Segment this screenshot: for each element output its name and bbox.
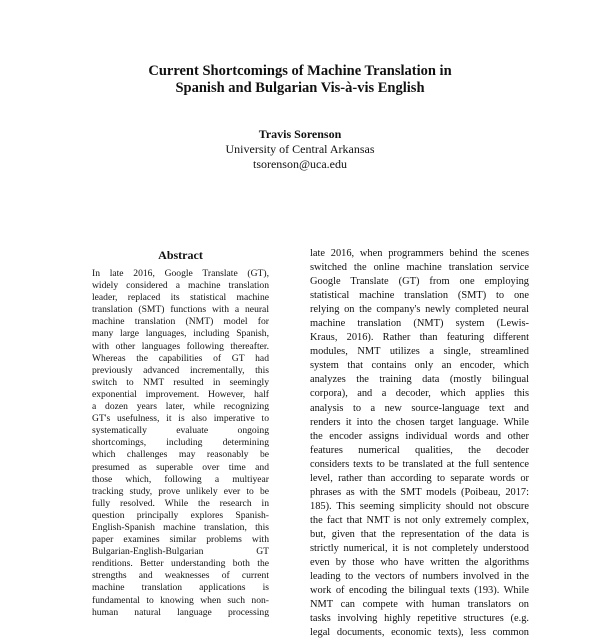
abstract-line: previously advanced incrementally, this	[92, 364, 269, 376]
abstract-line: with other languages following thereafter.	[92, 340, 269, 352]
abstract-line: strengths and weaknesses of current	[92, 570, 269, 582]
paper-title	[80, 63, 520, 97]
body-line: machine translation (NMT) system (Lewis-	[310, 318, 529, 330]
abstract-line: switch to NMT resulted in seemingly	[92, 376, 269, 388]
abstract-line: a dozen years later, while recognizing	[92, 401, 269, 413]
abstract-line: tracking study, prove unlikely ever to be	[92, 485, 269, 497]
abstract-line: In late 2016, Google Translate (GT),	[92, 268, 269, 279]
abstract-line: those which, following a multiyear	[92, 473, 269, 485]
abstract-line: Whereas the capabilities of GT had	[92, 352, 269, 364]
body-line: analyzes the training data (mostly bilingual	[310, 374, 529, 386]
abstract-line: leader, replaced its statistical machine	[92, 292, 269, 304]
body-line: legal documents, economic texts), less common	[310, 627, 529, 639]
body-line: Google Translate (GT) from one employing	[310, 276, 529, 288]
body-line: statistical machine translation (SMT) to one	[310, 290, 529, 302]
abstract-line: GT's usefulness, it is also imperative to	[92, 413, 269, 425]
abstract-line: fundamental to knowing when such non-	[92, 594, 269, 606]
abstract-line: which challenges may reasonably be	[92, 449, 269, 461]
title-line-1: Current Shortcomings of Machine Translation in	[148, 63, 452, 79]
body-line: features numerical qualities, the decoder	[310, 444, 529, 456]
body-line: renders it into the chosen target language. While	[310, 416, 529, 428]
body-line: analysis to a new source-language text and	[310, 402, 529, 414]
abstract-line: widely considered a machine translation	[92, 280, 269, 292]
body-line: leading to the vectors of numbers involved in the	[310, 571, 529, 583]
body-text-column	[310, 247, 529, 640]
body-line: modules, NMT utilizes a single, streamlined	[310, 346, 529, 358]
abstract-line: Bulgarian-English-Bulgarian GT	[92, 546, 269, 558]
body-line: the fact that NMT is not only extremely complex,	[310, 514, 529, 526]
body-line: relying on the company's newly completed neural	[310, 304, 529, 316]
abstract-line: renditions. Better understanding both the	[92, 558, 269, 570]
abstract-line: English-Spanish machine translation, this	[92, 521, 269, 533]
body-line: 185). This seeming simplicity should not obscure	[310, 500, 529, 512]
title-line-2: Spanish and Bulgarian Vis-à-vis English	[175, 80, 425, 96]
body-line: but, given that the representation of the data is	[310, 528, 529, 540]
body-line: system that contains only an encoder, which	[310, 360, 529, 372]
author-name: Travis Sorenson	[258, 127, 342, 141]
body-line: considers texts to be translated at the full sentence	[310, 458, 529, 470]
abstract-line: many large languages, including Spanish,	[92, 328, 269, 340]
body-line: even by those who have written the algorithms	[310, 557, 529, 569]
author-block	[150, 127, 450, 172]
body-line: tasks involving highly repetitive structures (e.g.	[310, 613, 529, 625]
abstract-line: systematically evaluate ongoing	[92, 425, 269, 437]
abstract-text	[92, 268, 269, 619]
body-line: late 2016, when programmers behind the scenes	[310, 248, 529, 259]
abstract-line: paper examines similar problems with	[92, 534, 269, 546]
abstract-line: machine translation (NMT) model for	[92, 316, 269, 328]
abstract-line: presumed as superable over time and	[92, 461, 269, 473]
abstract-heading: Abstract	[158, 248, 203, 262]
abstract-line: translation (SMT) functions with a neural	[92, 304, 269, 316]
abstract-line: shortcomings, including determining	[92, 437, 269, 449]
abstract-line: machine translation applications is	[92, 582, 269, 594]
body-line: corpora), and a decoder, which applies this	[310, 388, 529, 400]
abstract-line: fully resolved. While the research in	[92, 497, 269, 509]
body-line: the encoder assigns individual words and other	[310, 430, 529, 442]
abstract-line: question principally explores Spanish-	[92, 509, 269, 521]
body-line: work of encoding the bilingual texts (193). While	[310, 585, 529, 597]
author-affiliation: University of Central Arkansas	[225, 142, 375, 156]
author-email: tsorenson@uca.edu	[252, 157, 348, 171]
body-line: switched the online machine translation service	[310, 262, 529, 274]
abstract-line: human natural language processing	[92, 606, 269, 618]
body-line: Kraus, 2016). Rather than featuring different	[310, 332, 529, 344]
abstract-line: exponential improvement. However, half	[92, 388, 269, 400]
body-line: NMT can compete with human translators on	[310, 599, 529, 611]
body-line: level, rather than according to separate words or	[310, 472, 529, 484]
body-line: phrases as with the SMT models (Poibeau, 2017:	[310, 486, 529, 498]
body-line: strictly numerical, it is not completely understood	[310, 542, 529, 554]
